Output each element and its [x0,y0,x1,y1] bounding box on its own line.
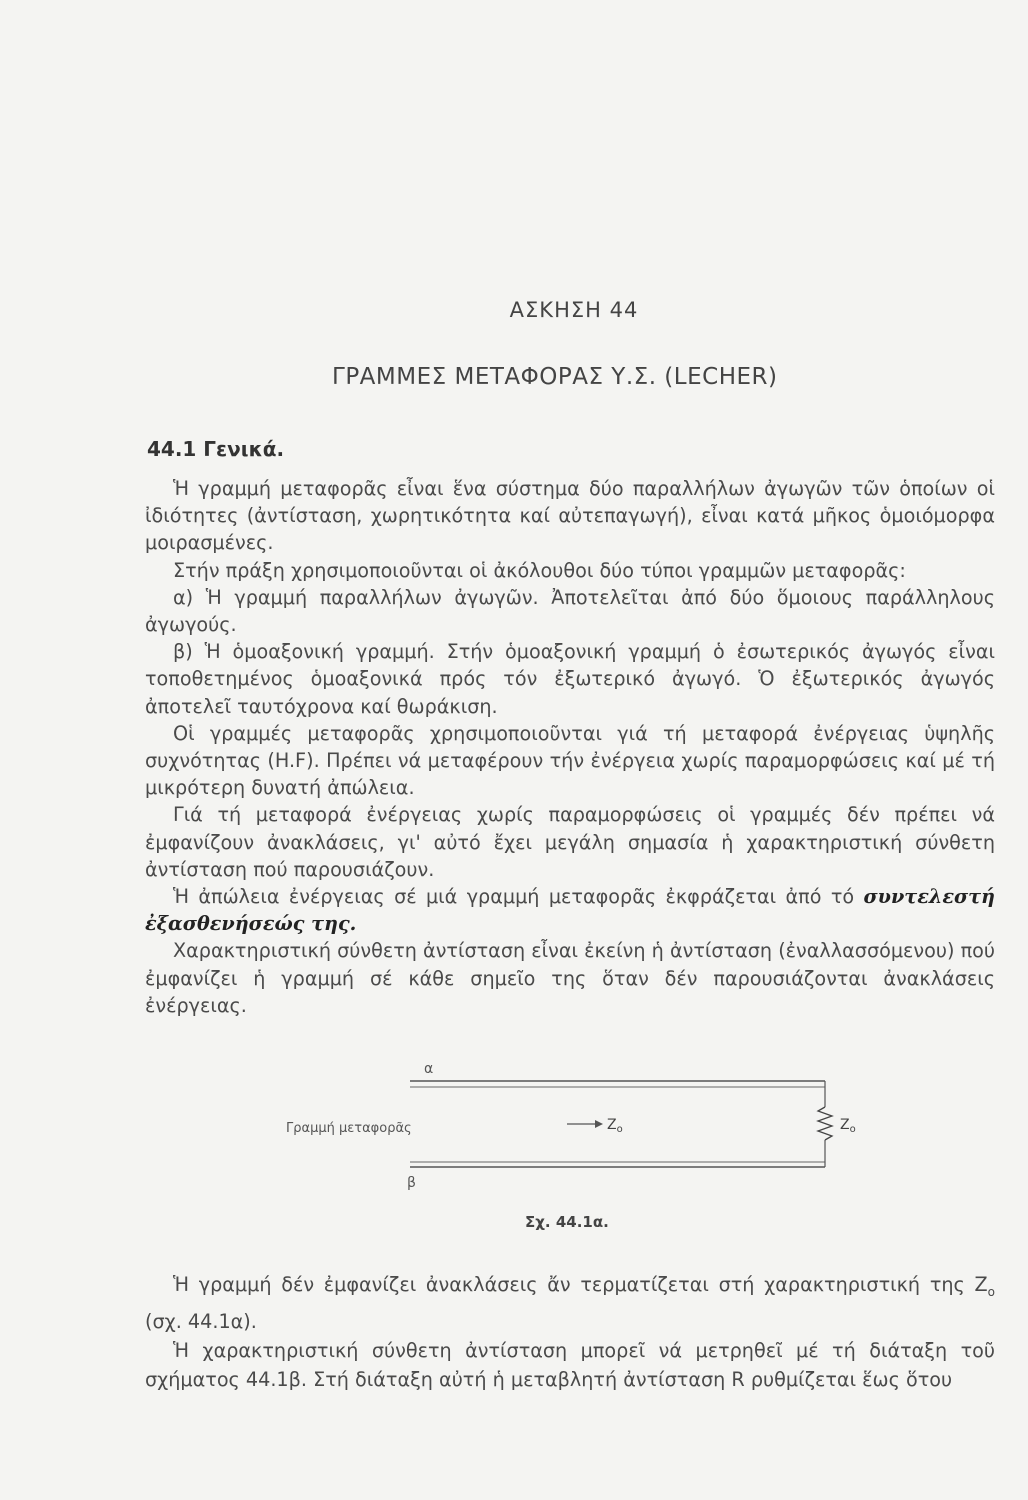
paragraph-termination [145,1270,995,1336]
attenuation-text: Ἡ ἀπώλεια ἐνέργειας σέ μιά γραμμή μεταφορᾶς ἐκφράζεται ἀπό τό [173,885,864,909]
paragraph-characteristic-impedance: Χαρακτηριστική σύνθετη ἀντίσταση εἶναι ἐκείνη ἡ ἀντίσταση (ἐναλλασσόμενου) πού ἐμφανίζει ἡ γραμμή σέ κάθε σημεῖο της ὅταν δέν παρουσιάζονται ἀνακλάσεις ἐνέργειας. [145,939,995,1017]
label-beta: β [407,1175,416,1191]
line-label: Γραμμή μεταφορᾶς [286,1121,412,1136]
paragraph-type-b: β) Ἡ ὁμοαξονική γραμμή. Στήν ὁμοαξονική γραμμή ὁ ἐσωτερικός ἀγωγός εἶναι τοποθετημένος ὁμοαξονικά πρός τόν ἐξωτερικό ἀγωγό. Ὁ ἐξωτερικός ἀγωγός ἀποτελεῖ ταυτόχρονα καί θωράκιση. [145,640,995,718]
arrow-right-icon [595,1120,603,1128]
paragraph-type-a: α) Ἡ γραμμή παραλλήλων ἀγωγῶν. Ἀποτελεῖται ἀπό δύο ὅμοιους παράλληλους ἀγωγούς. [145,585,995,637]
load-impedance-label: $Z_o$ [840,1117,856,1135]
figure-caption: Σχ. 44.1α. [525,1213,609,1231]
section-heading: 44.1 Γενικά. [147,437,285,461]
load-resistor-icon [818,1107,832,1140]
exercise-title: ΑΣΚΗΣΗ 44 [509,298,639,322]
termination-text: Ἡ γραμμή δέν ἐμφανίζει ἀνακλάσεις ἄν τερματίζεται στή χαρακτηριστική της Z [173,1273,988,1296]
body-text-upper [145,475,995,1019]
attenuation-term: συντελεστή ἐξασθενήσεώς της. [145,885,995,936]
paragraph-types-intro: Στήν πράξη χρησιμοποιοῦνται οἱ ἀκόλουθοι δύο τύποι γραμμῶν μεταφορᾶς: [173,558,906,582]
body-text-lower [145,1270,995,1394]
paragraph-attenuation [145,883,995,937]
transmission-line-figure [270,1055,870,1205]
paragraph-measurement: Ἡ χαρακτηριστική σύνθετη ἀντίσταση μπορεῖ νά μετρηθεῖ μέ τή διάταξη τοῦ σχήματος 44.1β. Στή διάταξη αὐτή ἡ μεταβλητή ἀντίσταση R ρυθμίζεται ἕως ὅτου [145,1338,995,1391]
label-alpha: α [424,1061,434,1077]
paragraph-reflections: Γιά τή μεταφορά ἐνέργειας χωρίς παραμορφώσεις οἱ γραμμές δέν πρέπει νά ἐμφανίζουν ἀνακλάσεις, γι' αὐτό ἔχει μεγάλη σημασία ἡ χαρακτηριστική σύνθετη ἀντίσταση πού παρουσιάζουν. [145,803,995,881]
chapter-title: ΓΡΑΜΜΕΣ ΜΕΤΑΦΟΡΑΣ Υ.Σ. (LECHER) [332,364,778,390]
arrow-impedance-label: $Z_o$ [607,1117,623,1135]
paragraph-definition: Ἡ γραμμή μεταφορᾶς εἶναι ἕνα σύστημα δύο παραλλήλων ἀγωγῶν τῶν ὁποίων οἱ ἰδιότητες (ἀντίσταση, χωρητικότητα καί αὐτεπαγωγή), εἶναι κατά μῆκος ὁμοιόμορφα μοιρασμένες. [145,477,995,555]
termination-subscript: o [987,1284,995,1299]
termination-ref: (σχ. 44.1α). [145,1309,257,1333]
paragraph-usage: Οἱ γραμμές μεταφορᾶς χρησιμοποιοῦνται γιά τή μεταφορά ἐνέργειας ὑψηλῆς συχνότητας (H.F). Πρέπει νά μεταφέρουν τήν ἐνέργεια χωρίς παραμορφώσεις καί μέ τή μικρότερη δυνατή ἀπώλεια. [145,721,995,800]
